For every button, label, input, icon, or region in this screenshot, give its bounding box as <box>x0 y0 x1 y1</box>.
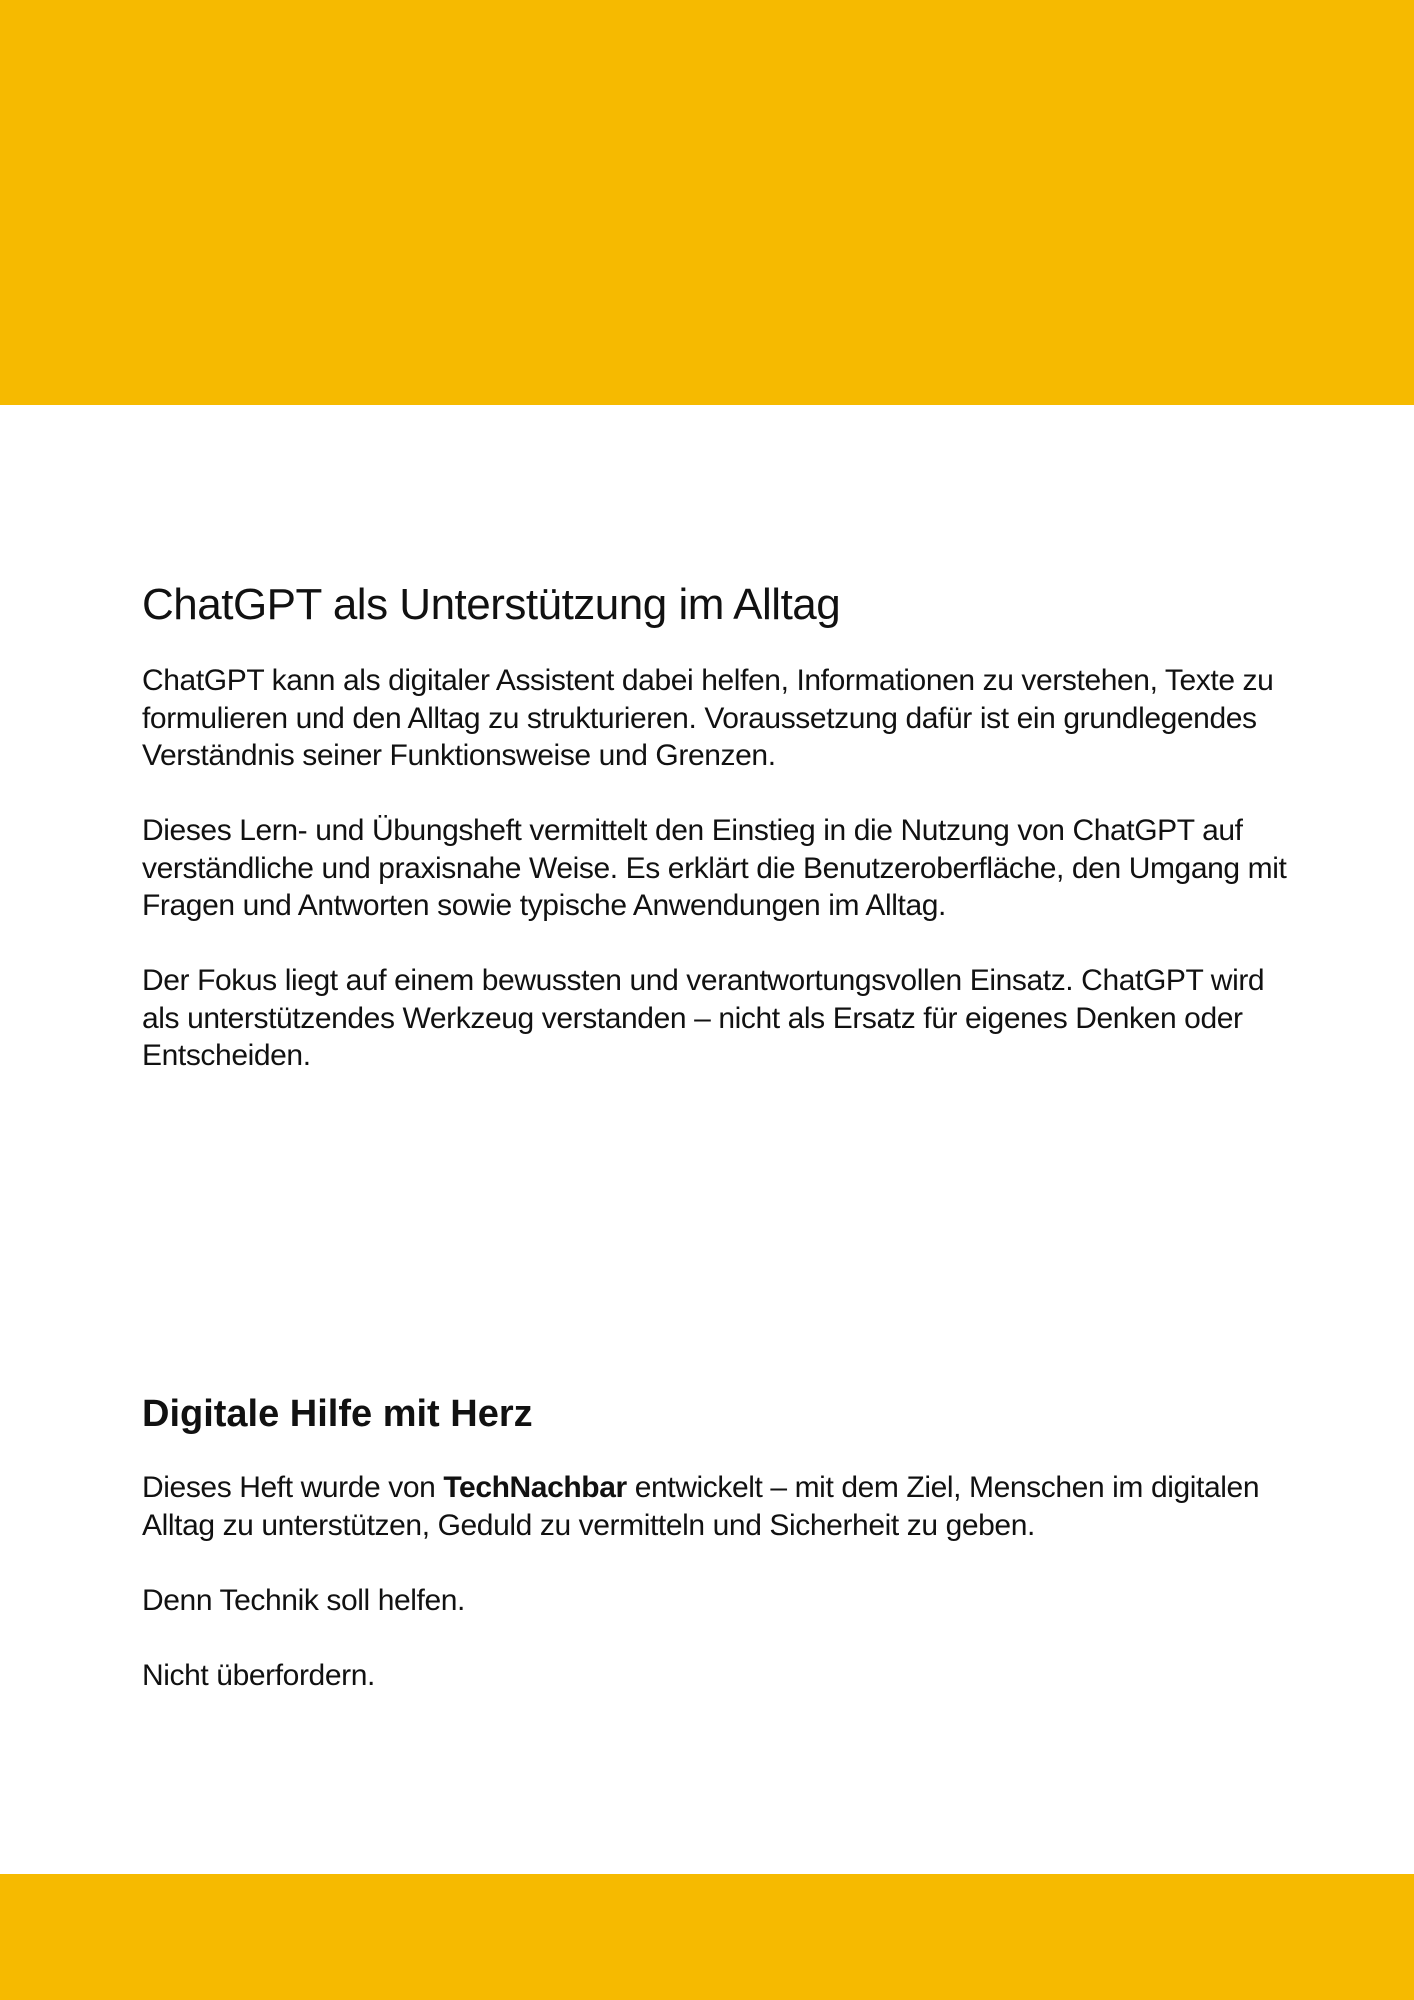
brand-name: TechNachbar <box>443 1471 627 1504</box>
paragraph: ChatGPT kann als digitaler Assistent dabei helfen, Informationen zu verstehen, Texte zu formulieren und den Alltag zu strukturieren. Voraussetzung dafür ist ein grundlegendes Verständnis seiner Funktionsweise und Grenzen. <box>142 664 1274 772</box>
paragraph: Der Fokus liegt auf einem bewussten und verantwortungsvollen Einsatz. ChatGPT wird als unterstützendes Werkzeug verstanden – nicht als Ersatz für eigenes Denken oder Entscheiden. <box>142 964 1265 1072</box>
tagline-line: Nicht überfordern. <box>142 1659 375 1692</box>
section-title-secondary: Digitale Hilfe mit Herz <box>142 1393 533 1435</box>
header-band <box>0 0 1414 405</box>
intro-text: Dieses Heft wurde von <box>142 1471 444 1504</box>
intro-text: entwickelt – mit dem Ziel, Menschen im digitalen Alltag zu unterstützen, Geduld zu vermitteln und Sicherheit zu geben. <box>142 1471 1260 1542</box>
paragraph-intro <box>142 1469 1292 1544</box>
paragraph: Dieses Lern- und Übungsheft vermittelt den Einstieg in die Nutzung von ChatGPT auf verständliche und praxisnahe Weise. Es erklärt die Benutzeroberfläche, den Umgang mit Fragen und Antworten sowie typische Anwendungen im Alltag. <box>142 814 1287 922</box>
tagline-line: Denn Technik soll helfen. <box>142 1584 465 1617</box>
footer-band <box>0 1874 1414 2000</box>
section-title: ChatGPT als Unterstützung im Alltag <box>142 580 841 629</box>
